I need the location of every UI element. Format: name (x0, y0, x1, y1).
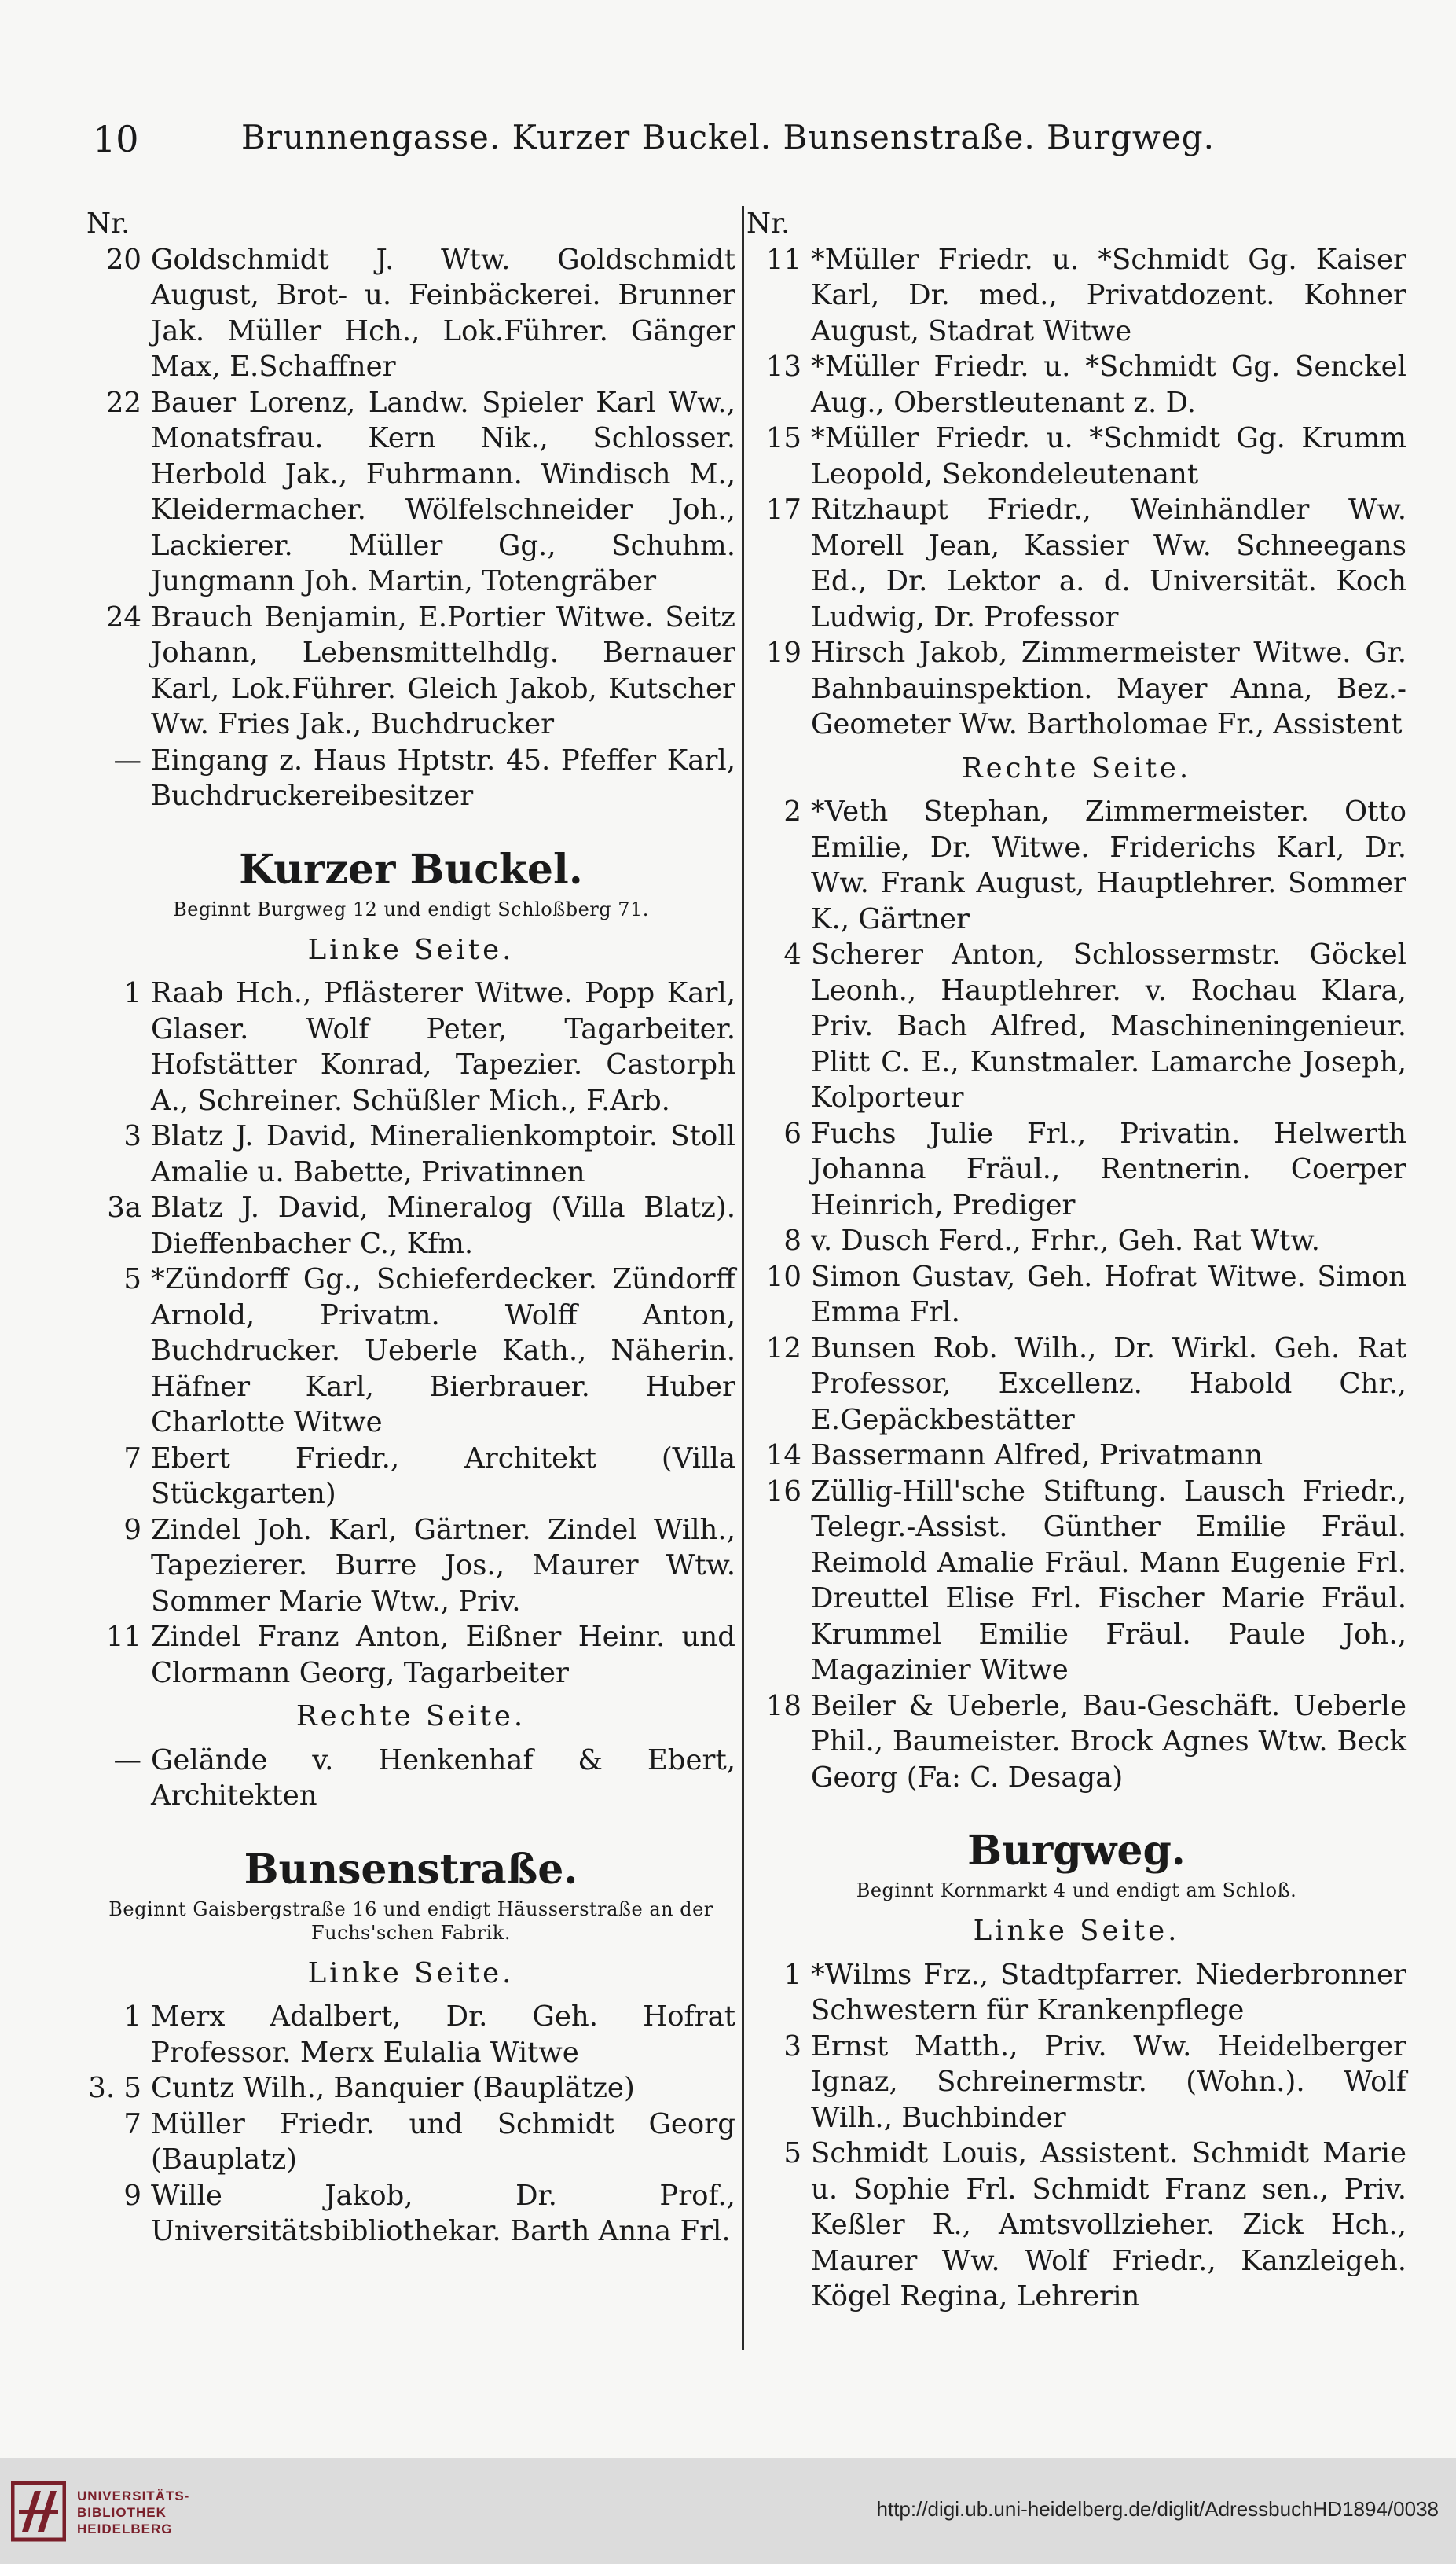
logo-line: HEIDELBERG (77, 2522, 173, 2536)
house-number: 1 (783, 1958, 801, 1991)
house-number: 9 (123, 2179, 141, 2212)
left-continued-entries (86, 242, 735, 814)
house-number: 9 (123, 1513, 141, 1546)
page-number: 10 (93, 118, 139, 160)
resident-text: v. Dusch Ferd., Frhr., Geh. Rat Wtw. (811, 1225, 1320, 1257)
resident-text: Hirsch Jakob, Zimmermeister Witwe. Gr. Bahnbauinspektion. Mayer Anna, Bez.-Geometer Ww. Bartholomae Fr., Assistent (811, 637, 1406, 740)
address-entry (86, 1119, 735, 1190)
resident-text: Schmidt Louis, Assistent. Schmidt Marie u. Sophie Frl. Schmidt Franz sen., Priv. Keßler R., Amtsvollzieher. Zick Hch., Maurer Ww. Wolf Friedr., Kanzleigeh. Kögel Regina, Lehrerin (811, 2137, 1406, 2312)
burgweg-left-entries (746, 1957, 1406, 2315)
resident-text: Gelände v. Henkenhaf & Ebert, Architekten (151, 1743, 735, 1812)
resident-text: Goldschmidt J. Wtw. Goldschmidt August, Brot- u. Feinbäckerei. Brunner Jak. Müller Hch., Lok.Führer. Gänger Max, E.Schaffner (151, 243, 735, 383)
house-number: 6 (783, 1117, 801, 1150)
resident-text: Ebert Friedr., Architekt (Villa Stückgarten) (151, 1442, 735, 1510)
address-entry (86, 600, 735, 743)
address-entry (86, 1743, 735, 1814)
house-number: 13 (765, 351, 801, 383)
address-entry (86, 385, 735, 600)
resident-text: *Veth Stephan, Zimmermeister. Otto Emilie, Dr. Witwe. Friderichs Karl, Dr. Ww. Frank August, Hauptlehrer. Sommer K., Gärtner (811, 795, 1406, 935)
resident-text: *Müller Friedr. u. *Schmidt Gg. Kaiser Karl, Dr. med., Privatdozent. Kohner August, Stadrat Witwe (811, 243, 1406, 347)
address-entry (746, 1331, 1406, 1438)
source-url-link[interactable]: http://digi.ub.uni-heidelberg.de/diglit/AdressbuchHD1894/0038 (876, 2497, 1439, 2521)
house-number: — (113, 744, 141, 777)
bunsenstrasse-left-entries (86, 1999, 735, 2250)
house-number: 1 (123, 2000, 141, 2033)
address-entry (86, 2178, 735, 2250)
house-number: 4 (783, 939, 801, 971)
house-number: 3. 5 (88, 2072, 141, 2104)
house-number: 11 (765, 243, 801, 276)
resident-text: Zindel Joh. Karl, Gärtner. Zindel Wilh., Tapezierer. Burre Jos., Maurer Wtw. Sommer Marie Wtw., Priv. (151, 1513, 735, 1618)
bunsenstrasse-left-side-label: Linke Seite. (307, 1956, 515, 1989)
column-divider (742, 206, 744, 2350)
resident-text: Zindel Franz Anton, Eißner Heinr. und Clormann Georg, Tagarbeiter (151, 1621, 735, 1689)
house-number: 3 (123, 1120, 141, 1152)
house-number: 17 (765, 494, 801, 526)
resident-text: Scherer Anton, Schlossermstr. Göckel Leonh., Hauptlehrer. v. Rochau Klara, Priv. Bach Alfred, Maschineningenieur. Plitt C. E., Kunstmaler. Lamarche Joseph, Kolporteur (811, 939, 1406, 1114)
house-number: 19 (765, 637, 801, 669)
house-number: 12 (765, 1332, 801, 1365)
house-number: 3a (107, 1192, 141, 1224)
resident-text: Eingang z. Haus Hptstr. 45. Pfeffer Karl, Buchdruckereibesitzer (151, 744, 735, 812)
resident-text: *Zündorff Gg., Schieferdecker. Zündorff Arnold, Privatm. Wolff Anton, Buchdrucker. Ueberle Kath., Näherin. Häfner Karl, Bierbrauer. Huber Charlotte Witwe (151, 1263, 735, 1438)
resident-text: Bunsen Rob. Wilh., Dr. Wirkl. Geh. Rat Professor, Excellenz. Habold Chr., E.Gepäckbestätter (811, 1332, 1406, 1436)
kurzer-buckel-left-entries (86, 975, 735, 1691)
kurzer-buckel-left-side-label: Linke Seite. (307, 933, 515, 966)
address-entry (86, 1619, 735, 1691)
resident-text: Raab Hch., Pflästerer Witwe. Popp Karl, Glaser. Wolf Peter, Tagarbeiter. Hofstätter Konrad, Tapezier. Castorph A., Schreiner. Schüßler Mich., F.Arb. (151, 977, 735, 1117)
nr-label: Nr. (86, 208, 130, 240)
address-entry (746, 2029, 1406, 2136)
address-entry (746, 1688, 1406, 1796)
address-entry (746, 242, 1406, 350)
right-continued-entries (746, 242, 1406, 743)
logo-line: BIBLIOTHEK (77, 2505, 167, 2520)
house-number: 15 (765, 422, 801, 454)
address-entry (746, 1259, 1406, 1331)
library-logo-icon (11, 2480, 66, 2543)
address-entry (86, 2070, 735, 2107)
house-number: 24 (105, 601, 141, 634)
kurzer-buckel-description: Beginnt Burgweg 12 und endigt Schloßberg 71. (173, 898, 649, 920)
address-entry (746, 794, 1406, 937)
address-entry (746, 421, 1406, 492)
house-number: 10 (765, 1260, 801, 1293)
logo-line: UNIVERSITÄTS- (77, 2489, 190, 2503)
house-number: 14 (765, 1439, 801, 1471)
house-number: 3 (783, 2030, 801, 2063)
resident-text: Züllig-Hill'sche Stiftung. Lausch Friedr., Telegr.-Assist. Günther Emilie Fräul. Reimold Amalie Fräul. Mann Eugenie Frl. Dreuttel Elise Frl. Fischer Marie Fräul. Krummel Emilie Fräul. Paule Joh., Magazinier Witwe (811, 1475, 1406, 1686)
heading-kurzer-buckel: Kurzer Buckel. (239, 845, 583, 894)
house-number: 1 (123, 977, 141, 1009)
right-column (746, 206, 1406, 2315)
resident-text: Cuntz Wilh., Banquier (Bauplätze) (151, 2072, 635, 2104)
resident-text: Ritzhaupt Friedr., Weinhändler Ww. Morell Jean, Kassier Ww. Schneegans Ed., Dr. Lektor a. d. Universität. Koch Ludwig, Dr. Professor (811, 494, 1406, 634)
resident-text: Bassermann Alfred, Privatmann (811, 1439, 1263, 1471)
nr-label: Nr. (746, 208, 790, 240)
heading-burgweg: Burgweg. (967, 1827, 1186, 1875)
resident-text: Blatz J. David, Mineralienkomptoir. Stoll Amalie u. Babette, Privatinnen (151, 1120, 735, 1188)
house-number: 18 (765, 1689, 801, 1722)
address-entry (746, 349, 1406, 421)
library-logo-text (77, 2488, 189, 2537)
footer-bar (0, 2458, 1456, 2564)
address-entry (86, 1999, 735, 2070)
resident-text: Simon Gustav, Geh. Hofrat Witwe. Simon Emma Frl. (811, 1260, 1406, 1328)
address-entry (86, 743, 735, 814)
address-entry (86, 1441, 735, 1512)
house-number: 5 (783, 2137, 801, 2169)
house-number: 7 (123, 1442, 141, 1475)
resident-text: Ernst Matth., Priv. Ww. Heidelberger Ignaz, Schreinermstr. (Wohn.). Wolf Wilh., Buchbinder (811, 2030, 1406, 2134)
house-number: 20 (105, 243, 141, 276)
right-side-entries (746, 794, 1406, 1795)
house-number: 2 (783, 795, 801, 828)
resident-text: *Müller Friedr. u. *Schmidt Gg. Krumm Leopold, Sekondeleutenant (811, 422, 1406, 490)
address-entry (86, 975, 735, 1119)
resident-text: *Wilms Frz., Stadtpfarrer. Niederbronner Schwestern für Krankenpflege (811, 1958, 1406, 2026)
resident-text: Bauer Lorenz, Landw. Spieler Karl Ww., Monatsfrau. Kern Nik., Schlosser. Herbold Jak., Fuhrmann. Windisch M., Kleidermacher. Wölfelschneider Joh., Lackierer. Müller Gg., Schuhm. Jungmann Joh. Martin, Totengräber (151, 386, 735, 597)
address-entry (746, 1223, 1406, 1259)
address-entry (86, 1512, 735, 1620)
resident-text: Fuchs Julie Frl., Privatin. Helwerth Johanna Fräul., Rentnerin. Coerper Heinrich, Prediger (811, 1117, 1406, 1221)
left-column (86, 206, 735, 2250)
address-entry (86, 242, 735, 385)
address-entry (746, 2136, 1406, 2315)
burgweg-left-side-label: Linke Seite. (973, 1915, 1180, 1947)
resident-text: Blatz J. David, Mineralog (Villa Blatz). Dieffenbacher C., Kfm. (151, 1192, 735, 1260)
right-side-label: Rechte Seite. (961, 751, 1192, 784)
resident-text: Wille Jakob, Dr. Prof., Universitätsbibliothekar. Barth Anna Frl. (151, 2179, 735, 2247)
bunsenstrasse-description: Beginnt Gaisbergstraße 16 und endigt Häusserstraße an der Fuchs'schen Fabrik. (108, 1897, 713, 1944)
house-number: 5 (123, 1263, 141, 1295)
address-entry (746, 937, 1406, 1116)
resident-text: Müller Friedr. und Schmidt Georg (Bauplatz) (151, 2107, 735, 2176)
address-entry (746, 635, 1406, 743)
house-number: 8 (783, 1225, 801, 1257)
address-entry (746, 1957, 1406, 2029)
house-number: — (113, 1743, 141, 1776)
house-number: 11 (105, 1621, 141, 1653)
address-entry (746, 1438, 1406, 1474)
resident-text: Merx Adalbert, Dr. Geh. Hofrat Professor. Merx Eulalia Witwe (151, 2000, 735, 2069)
address-entry (746, 1474, 1406, 1688)
address-entry (86, 1190, 735, 1262)
kurzer-buckel-right-entries (86, 1743, 735, 1814)
running-header: Brunnengasse. Kurzer Buckel. Bunsenstraße. Burgweg. (241, 118, 1215, 156)
resident-text: Brauch Benjamin, E.Portier Witwe. Seitz Johann, Lebensmittelhdlg. Bernauer Karl, Lok.Führer. Gleich Jakob, Kutscher Ww. Fries Jak., Buchdrucker (151, 601, 735, 740)
burgweg-description: Beginnt Kornmarkt 4 und endigt am Schloß. (856, 1879, 1297, 1901)
house-number: 16 (765, 1475, 801, 1508)
heading-bunsenstrasse: Bunsenstraße. (244, 1845, 578, 1894)
house-number: 7 (123, 2107, 141, 2140)
kurzer-buckel-right-side-label: Rechte Seite. (295, 1700, 526, 1732)
house-number: 22 (105, 386, 141, 419)
resident-text: *Müller Friedr. u. *Schmidt Gg. Senckel Aug., Oberstleutenant z. D. (811, 351, 1406, 419)
address-entry (746, 492, 1406, 635)
resident-text: Beiler & Ueberle, Bau-Geschäft. Ueberle Phil., Baumeister. Brock Agnes Wtw. Beck Georg (Fa: C. Desaga) (811, 1689, 1406, 1794)
address-entry (746, 1116, 1406, 1224)
address-entry (86, 2107, 735, 2178)
address-entry (86, 1262, 735, 1441)
